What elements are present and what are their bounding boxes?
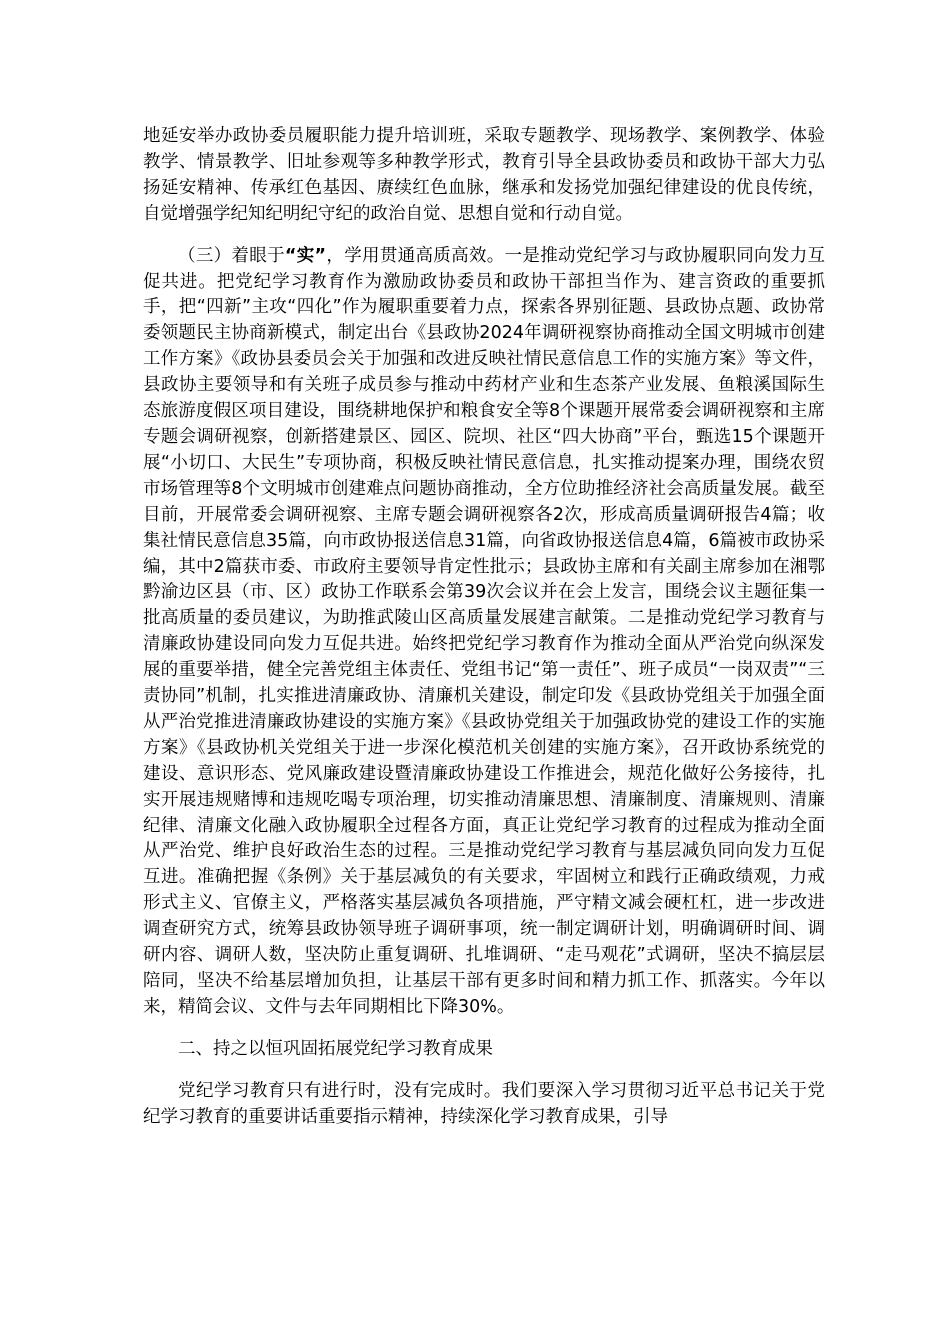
section-three-keyword: “实”	[284, 245, 327, 266]
paragraph-section-three	[143, 244, 825, 1021]
paragraph-training: 地延安举办政协委员履职能力提升培训班，采取专题教学、现场教学、案例教学、体验教学、情景教学、旧址参观等多种教学形式，教育引导全县政协委员和政协干部大力弘扬延安精神、传承红色基因、赓续红色血脉，继承和发扬党加强纪律建设的优良传统，自觉增强学纪知纪明纪守纪的政治自觉、思想自觉和行动自觉。	[143, 126, 825, 224]
section-three-body: ，学用贯通高质高效。一是推动党纪学习与政协履职同向发力互促共进。把党纪学习教育作为激励政协委员和政协干部担当作为、建言资政的重要抓手，把“四新”主攻“四化”作为履职重要着力点，探索各界别征题、县政协点题、政协常委领题民主协商新模式，制定出台《县政协2024年调研视察协商推动全国文明城市创建工作方案》《政协县委员会关于加强和改进反映社情民意信息工作的实施方案》等文件，县政协主要领导和有关班子成员参与推动中药材产业和生态茶产业发展、鱼粮溪国际生态旅游度假区项目建设，围绕耕地保护和粮食安全等8个课题开展常委会调研视察和主席专题会调研视察，创新搭建景区、园区、院坝、社区“四大协商”平台，甄选15个课题开展“小切口、大民生”专项协商，积极反映社情民意信息，扎实推动提案办理，围绕农贸市场管理等8个文明城市创建难点问题协商推动，全方位助推经济社会高质量发展。截至目前，开展常委会调研视察、主席专题会调研视察各2次，形成高质量调研报告4篇；收集社情民意信息35篇，向市政协报送信息31篇，向省政协报送信息4篇，6篇被市政协采编，其中2篇获市委、市政府主要领导肯定性批示；县政协主席和有关副主席参加在湘鄂黔渝边区县（市、区）政协工作联系会第39次会议并在会上发言，围绕会议主题征集一批高质量的委员建议，为助推武陵山区高质量发展建言献策。二是推动党纪学习教育与清廉政协建设同向发力互促共进。始终把党纪学习教育作为推动全面从严治党向纵深发展的重要举措，健全完善党组主体责任、党组书记“第一责任”、班子成员“一岗双责”“三责协同”机制，扎实推进清廉政协、清廉机关建设，制定印发《县政协党组关于加强全面从严治党推进清廉政协建设的实施方案》《县政协党组关于加强政协党的建设工作的实施方案》《县政协机关党组关于进一步深化模范机关创建的实施方案》，召开政协系统党的建设、意识形态、党风廉政建设暨清廉政协建设工作推进会，规范化做好公务接待，扎实开展违规赌博和违规吃喝专项治理，切实推动清廉思想、清廉制度、清廉规则、清廉纪律、清廉文化融入政协履职全过程各方面，真正让党纪学习教育的过程成为推动全面从严治党、维护良好政治生态的过程。三是推动党纪学习教育与基层减负同向发力互促互进。准确把握《条例》关于基层减负的有关要求，牢固树立和践行正确政绩观，力戒形式主义、官僚主义，严格落实基层减负各项措施，严守精文减会硬杠杠，进一步改进调查研究方式，统筹县政协领导班子调研事项，统一制定调研计划，明确调研时间、调研内容、调研人数，坚决防止重复调研、扎堆调研、“走马观花”式调研，坚决不搞层层陪同，坚决不给基层增加负担，让基层干部有更多时间和精力抓工作、抓落实。今年以来，精简会议、文件与去年同期相比下降30%。	[143, 245, 826, 1017]
section-heading-two: 二、持之以恒巩固拓展党纪学习教育成果	[178, 1038, 493, 1059]
paragraph-conclusion: 党纪学习教育只有进行时，没有完成时。我们要深入学习贯彻习近平总书记关于党纪学习教育的重要讲话重要指示精神，持续深化学习教育成果，引导	[143, 1080, 825, 1127]
document-body	[143, 124, 825, 1131]
section-three-prefix: （三）着眼于	[178, 245, 285, 266]
